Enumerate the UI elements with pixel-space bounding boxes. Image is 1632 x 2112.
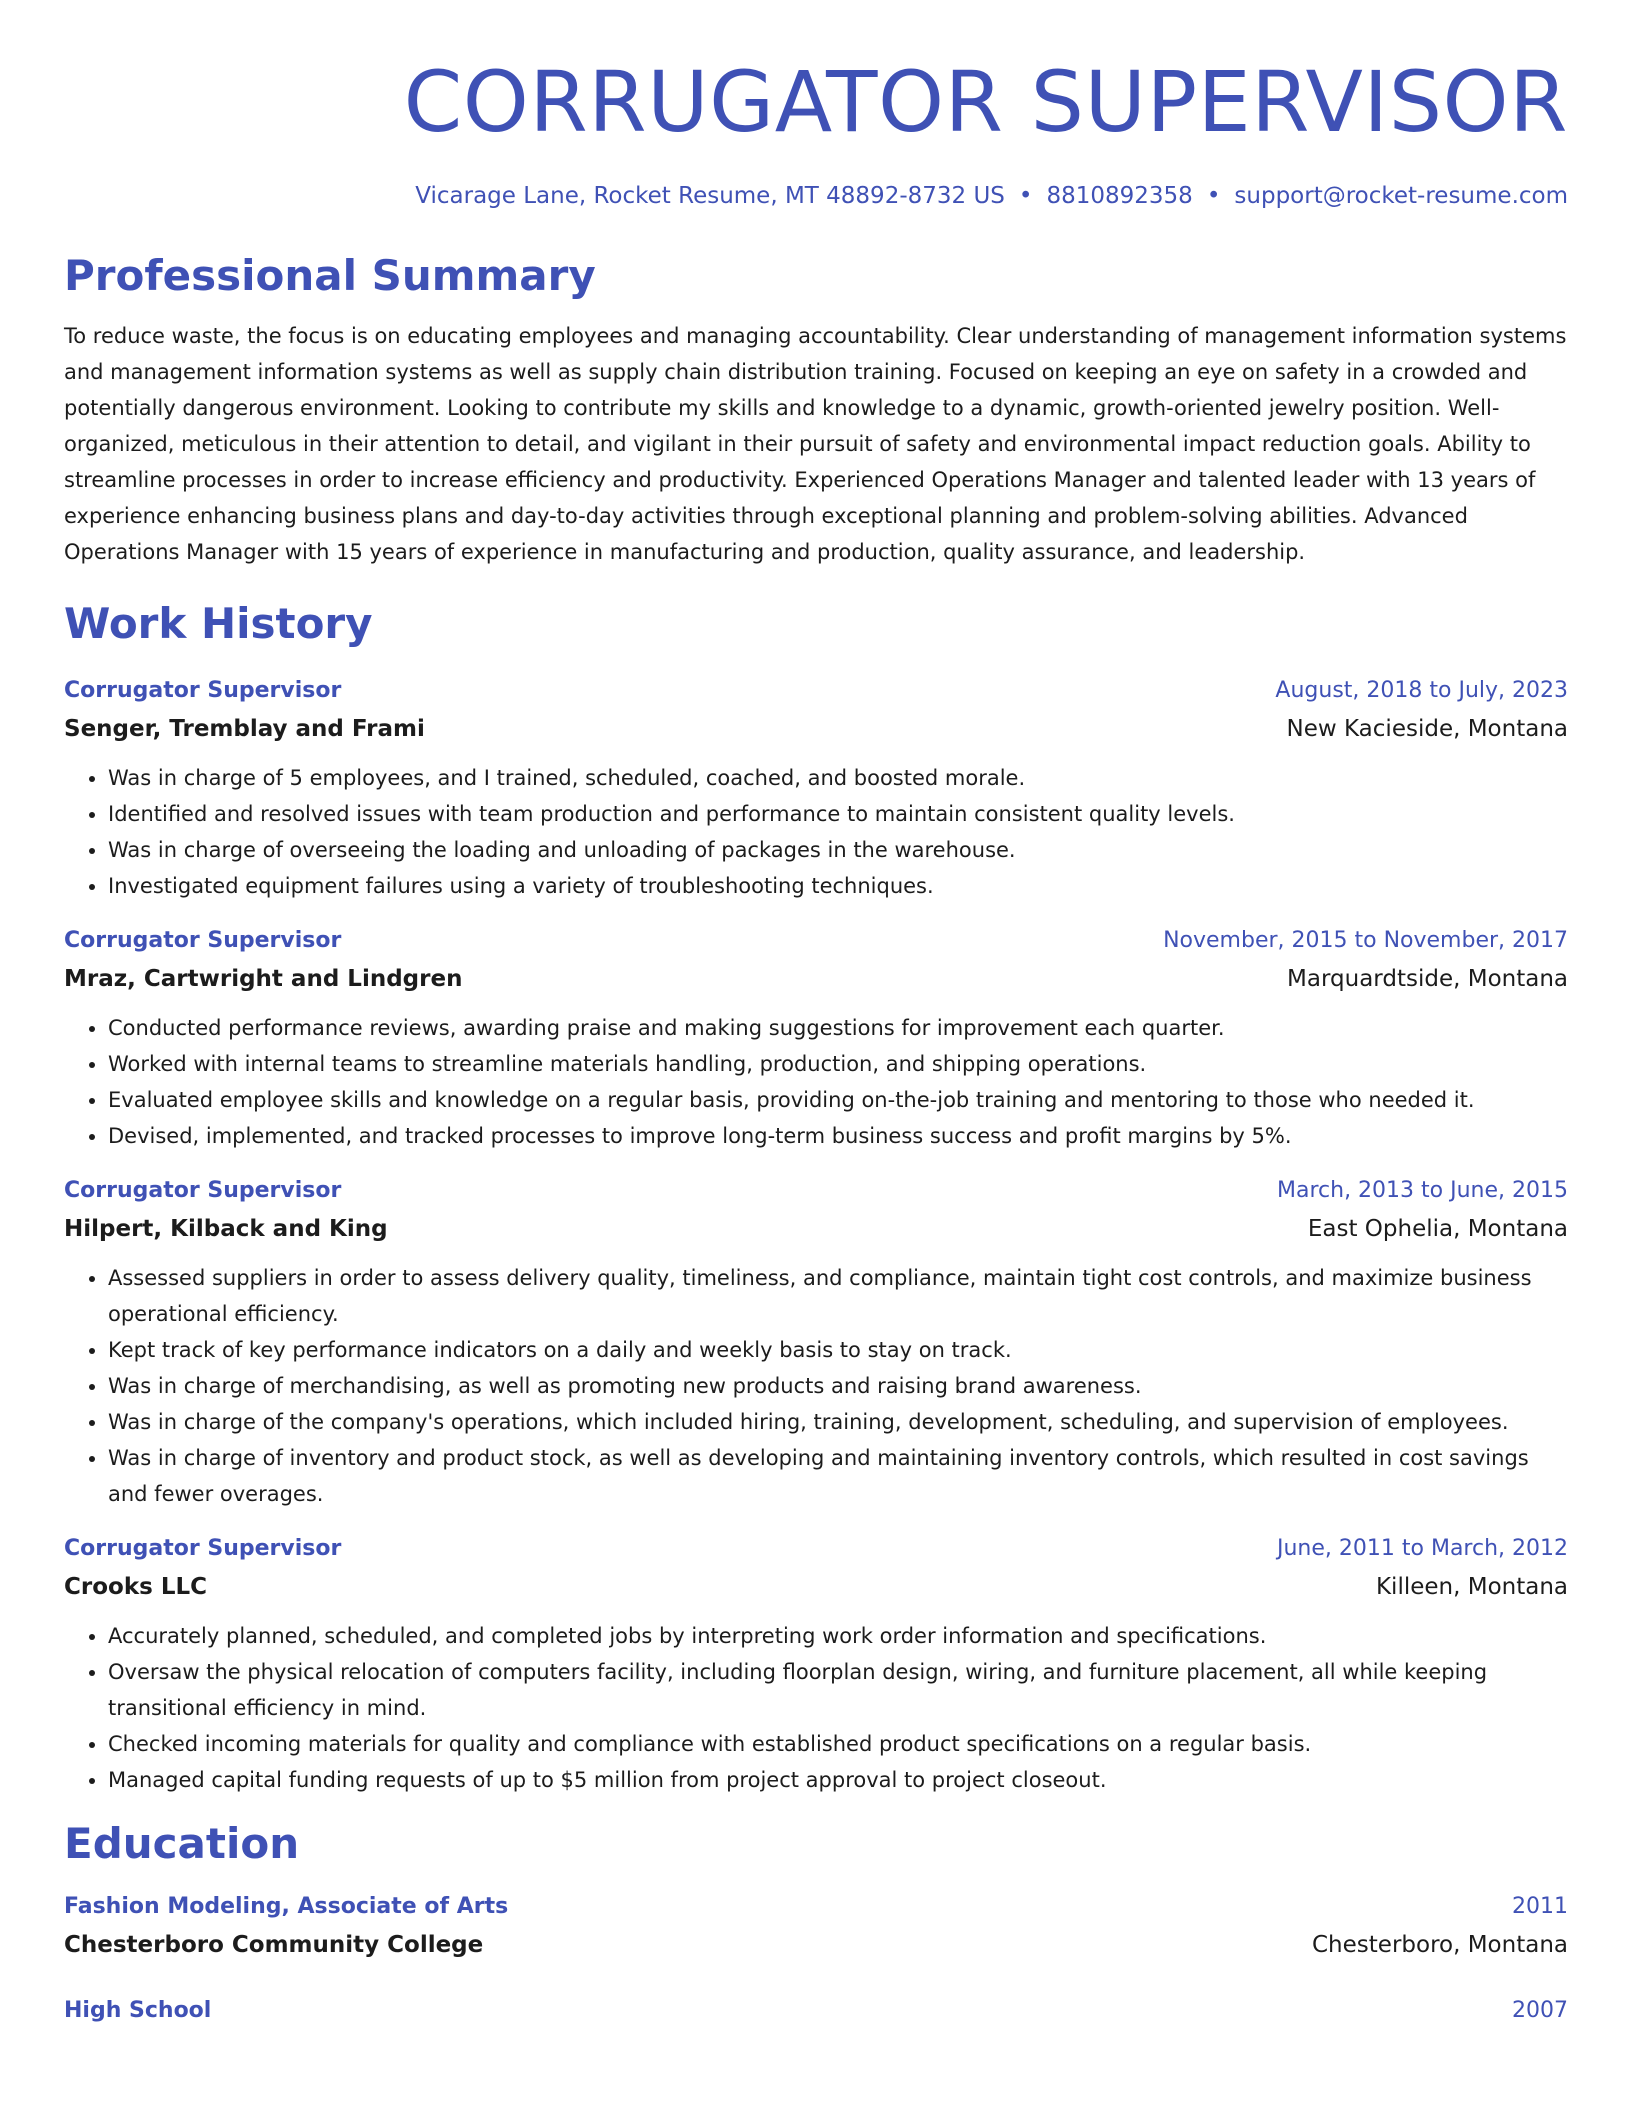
job-company-row [64,1568,1568,1606]
job-header-row [64,922,1568,960]
job-role: Corrugator Supervisor [64,678,342,703]
job-bullets [64,1010,1568,1154]
education-entry [64,1992,1568,2030]
job-company: Mraz, Cartwright and Lindgren [64,966,463,992]
job-header-row [64,1172,1568,1210]
job-bullet: • Evaluated employee skills and knowledge on a regular basis, providing on-the-job training and mentoring to those who needed it. [108,1082,1568,1118]
job-bullet: • Was in charge of 5 employees, and I trained, scheduled, coached, and boosted morale. [108,760,1568,796]
job-company: Senger, Tremblay and Frami [64,716,425,742]
job-dates: November, 2015 to November, 2017 [1163,928,1568,953]
job-entry [64,922,1568,1154]
job-company-row [64,1210,1568,1248]
education-year: 2007 [1512,1998,1568,2023]
job-location: East Ophelia, Montana [1307,1216,1568,1242]
job-dates: June, 2011 to March, 2012 [1277,1536,1568,1561]
education-school-row [64,1926,1568,1964]
job-entry [64,672,1568,904]
job-company: Crooks LLC [64,1574,208,1600]
job-header-row [64,672,1568,710]
education-entry [64,1888,1568,1964]
job-role: Corrugator Supervisor [64,928,342,953]
job-role: Corrugator Supervisor [64,1178,342,1203]
contact-line [64,180,1568,212]
job-company: Hilpert, Kilback and King [64,1216,388,1242]
contact-address: Vicarage Lane, Rocket Resume, MT 48892-8732 US [415,183,1005,209]
work-history-heading: Work History [64,599,373,648]
job-bullets [64,1618,1568,1798]
professional-summary-heading: Professional Summary [64,251,596,300]
job-location: Marquardtside, Montana [1287,966,1568,992]
job-bullet: • Was in charge of merchandising, as well as promoting new products and raising brand awareness. [108,1368,1568,1404]
job-bullets [64,1260,1568,1512]
education-header-row [64,1992,1568,2030]
job-bullet: • Was in charge of overseeing the loading and unloading of packages in the warehouse. [108,832,1568,868]
resume-page [64,0,1568,2030]
job-bullets [64,760,1568,904]
job-location: Killeen, Montana [1375,1574,1568,1600]
contact-separator: • [1018,183,1033,209]
job-bullet: • Assessed suppliers in order to assess delivery quality, timeliness, and compliance, maintain tight cost controls, and maximize business operational efficiency. [108,1260,1568,1332]
job-bullet: • Conducted performance reviews, awarding praise and making suggestions for improvement each quarter. [108,1010,1568,1046]
contact-email[interactable]: support@rocket-resume.com [1234,183,1568,209]
job-role: Corrugator Supervisor [64,1536,342,1561]
job-bullet: • Checked incoming materials for quality and compliance with established product specifications on a regular basis. [108,1726,1568,1762]
job-bullet: • Accurately planned, scheduled, and completed jobs by interpreting work order information and specifications. [108,1618,1568,1654]
education-degree: Fashion Modeling, Associate of Arts [64,1894,509,1919]
job-bullet: • Worked with internal teams to streamline materials handling, production, and shipping operations. [108,1046,1568,1082]
education-header-row [64,1888,1568,1926]
job-bullet: • Kept track of key performance indicators on a daily and weekly basis to stay on track. [108,1332,1568,1368]
job-bullet: • Identified and resolved issues with team production and performance to maintain consistent quality levels. [108,796,1568,832]
job-dates: March, 2013 to June, 2015 [1277,1178,1568,1203]
job-location: New Kacieside, Montana [1286,716,1568,742]
job-company-row [64,710,1568,748]
education-year: 2011 [1512,1894,1568,1919]
job-bullet: • Devised, implemented, and tracked processes to improve long-term business success and profit margins by 5%. [108,1118,1568,1154]
job-dates: August, 2018 to July, 2023 [1275,678,1568,703]
job-header-row [64,1530,1568,1568]
resume-name-title: CORRUGATOR SUPERVISOR [403,53,1568,151]
education-location: Chesterboro, Montana [1312,1932,1568,1958]
education-degree: High School [64,1998,212,2023]
contact-phone: 8810892358 [1046,183,1193,209]
job-bullet: • Was in charge of inventory and product stock, as well as developing and maintaining inventory controls, which resulted in cost savings and fewer overages. [108,1440,1568,1512]
job-bullet: • Oversaw the physical relocation of computers facility, including floorplan design, wiring, and furniture placement, all while keeping transitional efficiency in mind. [108,1654,1568,1726]
job-bullet: • Investigated equipment failures using a variety of troubleshooting techniques. [108,868,1568,904]
education-heading: Education [64,1819,300,1868]
contact-separator: • [1206,183,1221,209]
job-bullet: • Was in charge of the company's operations, which included hiring, training, development, scheduling, and supervision of employees. [108,1404,1568,1440]
education-school: Chesterboro Community College [64,1932,484,1958]
professional-summary-text: To reduce waste, the focus is on educating employees and managing accountability. Clear understanding of management information systems and management information systems as well as supply chain distribution training. Focused on keeping an eye on safety in a crowded and potentially dangerous environment. Looking to contribute my skills and knowledge to a dynamic, growth-oriented jewelry position. Well-organized, meticulous in their attention to detail, and vigilant in their pursuit of safety and environmental impact reduction goals. Ability to streamline processes in order to increase efficiency and productivity. Experienced Operations Manager and talented leader with 13 years of experience enhancing business plans and day-to-day activities through exceptional planning and problem-solving abilities. Advanced Operations Manager with 15 years of experience in manufacturing and production, quality assurance, and leadership. [64,324,1567,564]
job-entry [64,1530,1568,1798]
job-company-row [64,960,1568,998]
job-entry [64,1172,1568,1512]
job-bullet: • Managed capital funding requests of up to $5 million from project approval to project closeout. [108,1762,1568,1798]
